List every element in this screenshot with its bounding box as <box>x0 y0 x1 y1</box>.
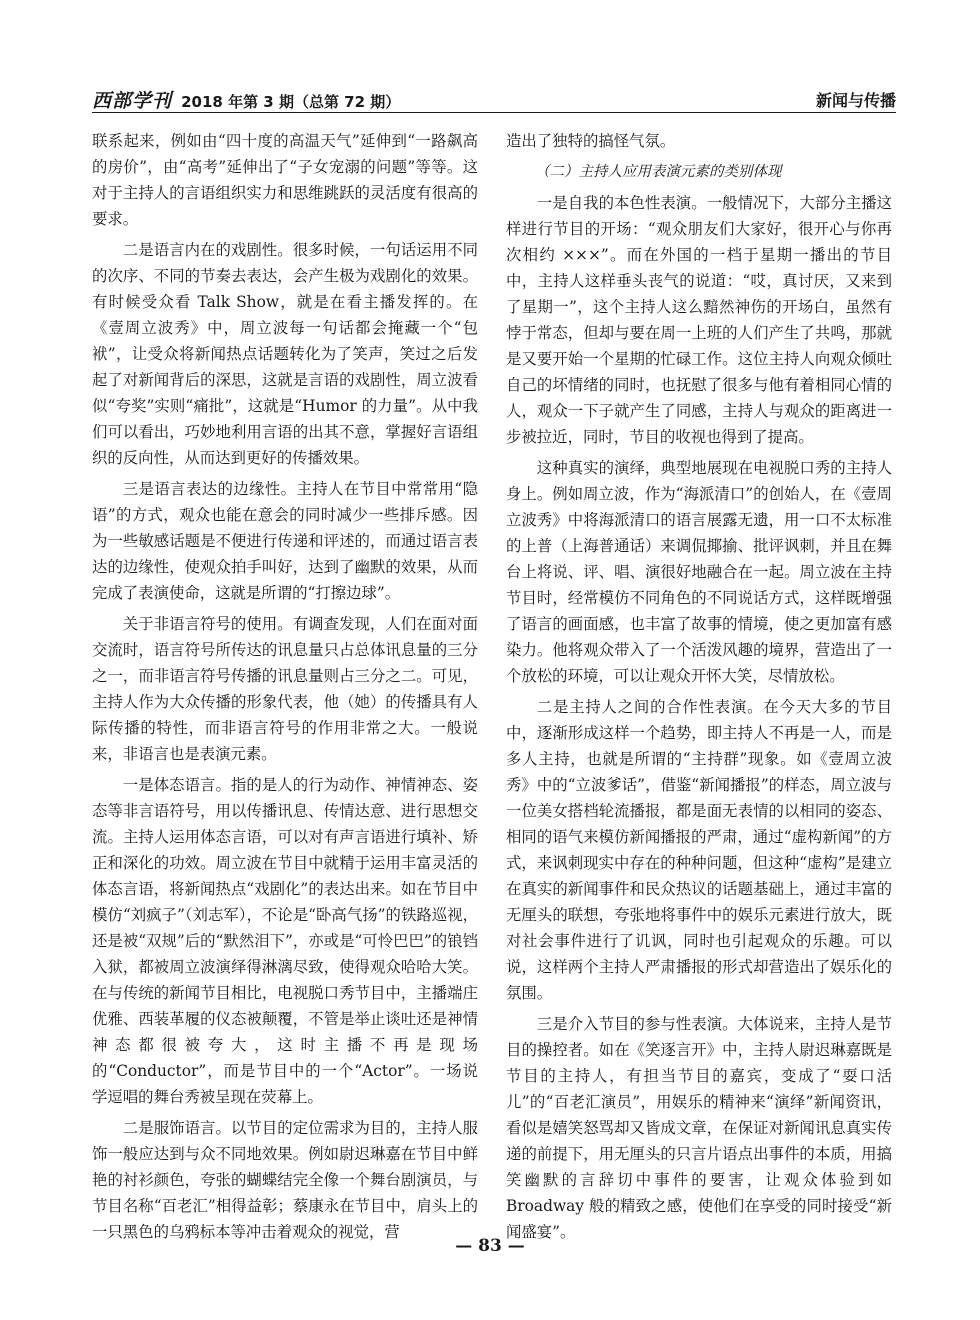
page-number: — 83 — <box>455 1236 525 1256</box>
paragraph: 二是语言内在的戏剧性。很多时候，一句话运用不同的次序、不同的节奏去表达，会产生极为戏剧化的效果。有时候受众看 Talk Show，就是在看主播发挥的。在《壹周立波秀》中，周立波每一句话都会掩藏一个“包袱”，让受众将新闻热点话题转化为了笑声，笑过之后发起了对新闻背后的深思，这就是言语的戏剧性，周立波看似“夸奖”实则“痛批”，这就是“Humor 的力量”。从中我们可以看出，巧妙地利用言语的出其不意，掌握好言语组织的反向性，从而达到更好的传播效果。 <box>92 241 478 467</box>
running-header <box>92 84 896 110</box>
paragraph: 三是介入节目的参与性表演。大体说来，主持人是节目的操控者。如在《笑逐言开》中，主持人尉迟琳嘉既是节目的主持人，有担当节目的嘉宾，变成了“耍口活儿”的“百老汇演员”，用娱乐的精神来“演绎”新闻资讯，看似是嬉笑怒骂却又皆成文章，在保证对新闻讯息真实传递的前提下，用无厘头的只言片语点出事件的本质，用搞笑幽默的言辞切中事件的要害，让观众体验到如 Broadway 般的精致之感，使他们在享受的同时接受“新闻盛宴”。 <box>506 1015 892 1241</box>
paragraph: 造出了独特的搞怪气氛。 <box>506 132 676 150</box>
paragraph: 一是体态语言。指的是人的行为动作、神情神态、姿态等非言语符号，用以传播讯息、传情达意、进行思想交流。主持人运用体态言语，可以对有声言语进行填补、矫正和深化的功效。周立波在节目中就精于运用丰富灵活的体态言语，将新闻热点“戏剧化”的表达出来。如在节目中模仿“刘疯子”（刘志军），不论是“卧高气扬”的铁路巡视，还是被“双规”后的“默然泪下”，亦或是“可怜巴巴”的锒铛入狱，都被周立波演绎得淋漓尽致，使得观众哈哈大笑。在与传统的新闻节目相比，电视脱口秀节目中，主播端庄优雅、西装革履的仪态被颠覆，不管是举止谈吐还是神情神态都很被夸大，这时主播不再是现场的“Conductor”，而是节目中的一个“Actor”。一场说学逗唱的舞台秀被呈现在荧幕上。 <box>92 776 478 1106</box>
journal-name: 西部学刊 <box>92 90 173 112</box>
section-subheading: （二）主持人应用表演元素的类别体现 <box>535 164 782 180</box>
paragraph: 这种真实的演绎，典型地展现在电视脱口秀的主持人身上。例如周立波，作为“海派清口”的创始人，在《壹周立波秀》中将海派清口的语言展露无遗，用一口不太标准的上普（上海普通话）来调侃揶揄、批评讽刺，并且在舞台上将说、评、唱、演很好地融合在一起。周立波在主持节目时，经常模仿不同角色的不同说话方式，这样既增强了语言的画面感，也丰富了故事的情境，使之更加富有感染力。他将观众带入了一个活泼风趣的境界，营造出了一个放松的环境，可以让观众开怀大笑，尽情放松。 <box>506 459 892 685</box>
journal-masthead <box>92 86 400 113</box>
paragraph: 关于非语言符号的使用。有调查发现，人们在面对面交流时，语言符号所传达的讯息量只占总体讯息量的三分之一，而非语言符号传播的讯息量则占三分之二。可见，主持人作为大众传播的形象代表，他（她）的传播具有人际传播的特性，而非语言符号的作用非常之大。一般说来，非语言也是表演元素。 <box>92 615 478 763</box>
paragraph: 联系起来，例如由“四十度的高温天气”延伸到“一路飙高的房价”，由“高考”延伸出了“子女宠溺的问题”等等。这对于主持人的言语组织实力和思维跳跃的灵活度有很高的要求。 <box>92 132 478 228</box>
paragraph: 一是自我的本色性表演。一般情况下，大部分主播这样进行节目的开场：“观众朋友们大家好，很开心与你再次相约 ×××”。而在外国的一档于星期一播出的节目中，主持人这样垂头丧气的说道：“哎，真讨厌，又来到了星期一”，这个主持人这么黯然神伤的开场白，虽然有悖于常态，但却与要在周一上班的人们产生了共鸣，那就是又要开始一个星期的忙碌工作。这位主持人向观众倾吐自己的坏情绪的同时，也抚慰了很多与他有着相同心情的人，观众一下子就产生了同感，主持人与观众的距离进一步被拉近，同时，节目的收视也得到了提高。 <box>506 194 892 446</box>
right-column <box>506 128 892 1250</box>
paragraph: 二是主持人之间的合作性表演。在今天大多的节目中，逐渐形成这样一个趋势，即主持人不再是一人，而是多人主持，也就是所谓的“主持群”现象。如《壹周立波秀》中的“立波爹话”，借鉴“新闻播报”的样态，周立波与一位美女搭档轮流播报，都是面无表情的以相同的姿态、相同的语气来模仿新闻播报的严肃，通过“虚构新闻”的方式，来讽刺现实中存在的种种问题，但这种“虚构”是建立在真实的新闻事件和民众热议的话题基础上，通过丰富的无厘头的联想，夸张地将事件中的娱乐元素进行放大，既对社会事件进行了讥讽，同时也引起观众的乐趣。可以说，这样两个主持人严肃播报的形式却营造出了娱乐化的氛围。 <box>506 698 892 1002</box>
paragraph: 二是服饰语言。以节目的定位需求为目的，主持人服饰一般应达到与众不同地效果。例如尉迟琳嘉在节目中鲜艳的衬衫颜色，夸张的蝴蝶结完全像一个舞台剧演员，与节目名称“百老汇”相得益彰；蔡康永在节目中，肩头上的一只黑色的乌鸦标本等冲击着观众的视觉，营 <box>92 1119 478 1241</box>
issue-info: 2018 年第 3 期（总第 72 期） <box>181 93 401 111</box>
paragraph: 三是语言表达的边缘性。主持人在节目中常常用“隐语”的方式，观众也能在意会的同时减少一些排斥感。因为一些敏感话题是不便进行传递和评述的，而通过语言表达的边缘性，使观众拍手叫好，达到了幽默的效果，从而完成了表演使命，这就是所谓的“打擦边球”。 <box>92 480 478 602</box>
section-name: 新闻与传播 <box>815 91 896 110</box>
left-column <box>92 128 478 1250</box>
header-divider <box>92 112 896 113</box>
